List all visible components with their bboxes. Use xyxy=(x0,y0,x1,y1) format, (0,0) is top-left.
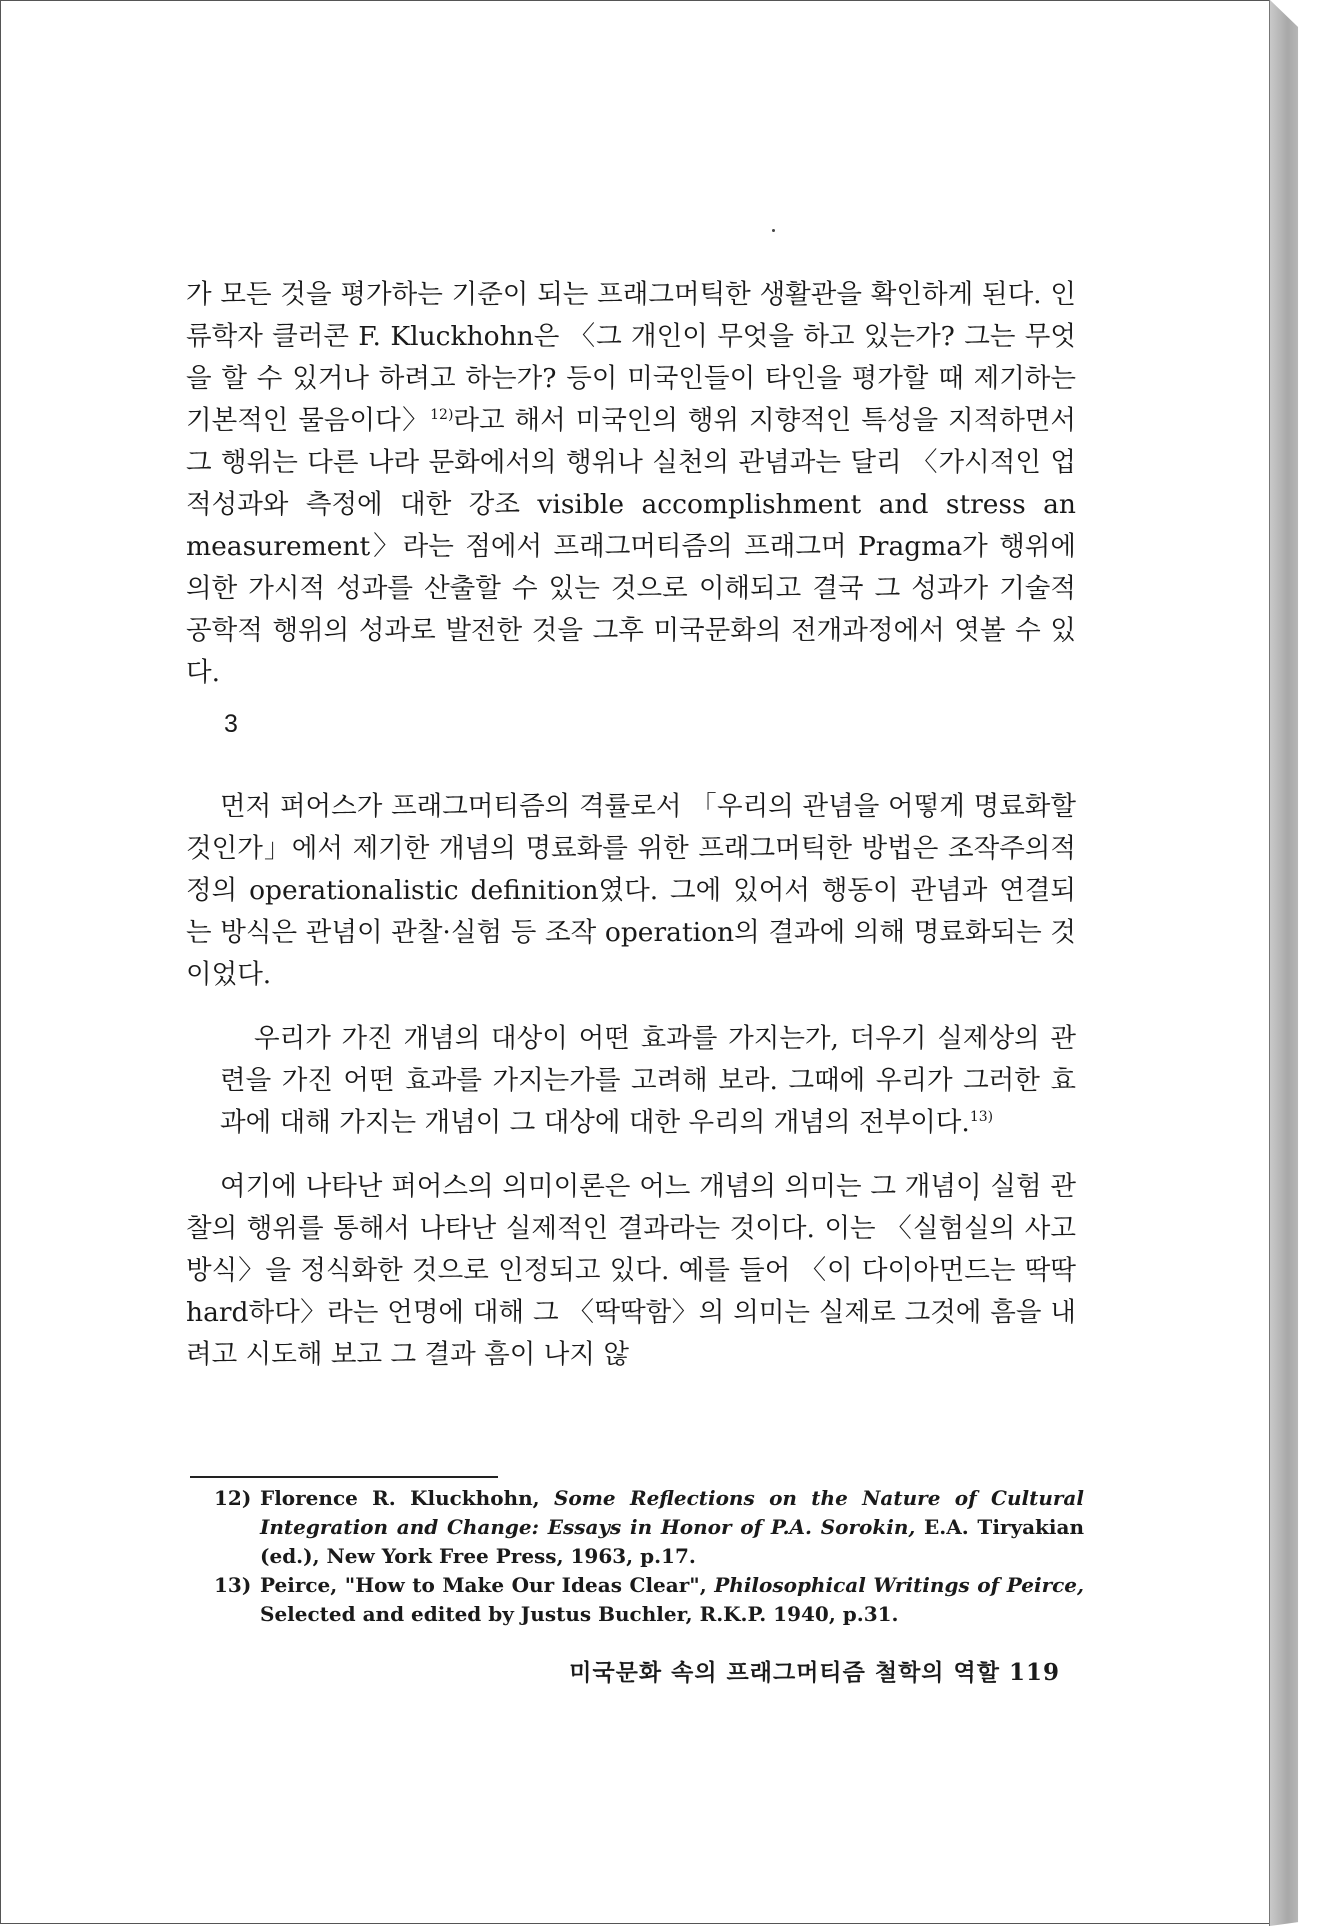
footnote-body xyxy=(260,1484,1084,1571)
footnote-title: Some Reflections on the Nature of Cultural Integration and Change: Essays in Honor of P.A. Sorokin, xyxy=(260,1486,1084,1539)
page-edge-line xyxy=(1269,0,1270,1926)
block-quote-text: 우리가 가진 개념의 대상이 어떤 효과를 가지는가, 더우기 실제상의 관련을 가진 어떤 효과를 가지는가를 고려해 보라. 그때에 우리가 그러한 효과에 대해 가지는 개념이 그 대상에 대한 우리의 개념의 전부이다. xyxy=(220,1023,1076,1138)
section-number: 3 xyxy=(224,710,238,738)
section-paragraph: 먼저 퍼어스가 프래그머티즘의 격률로서 「우리의 관념을 어떻게 명료화할 것인가」에서 제기한 개념의 명료화를 위한 프래그머틱한 방법은 조작주의적 정의 operationalistic definition였다. 그에 있어서 행동이 관념과 연결되는 방식은 관념이 관찰·실험 등 조작 operation의 결과에 의해 명료화되는 것이었다. xyxy=(186,791,1076,990)
footnote-title: Philosophical Writings of Peirce, xyxy=(714,1573,1084,1597)
footnote-body xyxy=(260,1571,1084,1629)
scan-speck xyxy=(772,229,775,232)
footnote-mark: 13) xyxy=(214,1573,252,1597)
final-paragraph: 여기에 나타난 퍼어스의 의미이론은 어느 개념의 의미는 그 개념이 실험 관찰의 행위를 통해서 나타난 실제적인 결과라는 것이다. 이는 〈실험실의 사고방식〉을 정식화한 것으로 인정되고 있다. 예를 들어 〈이 다이아먼드는 딱딱 hard하다〉라는 언명에 대해 그 〈딱딱함〉의 의미는 실제로 그것에 흠을 내려고 시도해 보고 그 결과 흠이 나지 않 xyxy=(186,1171,1076,1370)
paragraph-top-part-1: 가 모든 것을 평가하는 기준이 되는 프래그머틱한 생활관을 확인하게 된다. 인류학자 클러콘 F. Kluckhohn은 〈그 개인이 무엇을 하고 있는가? 그는 무엇을 할 수 있거나 하려고 하는가? 등이 미국인들이 타인을 평가할 때 제기하는 기본적인 물음이다〉 xyxy=(186,279,1076,436)
paragraph-top-part-2: 라고 해서 미국인의 행위 지향적인 특성을 지적하면서 그 행위는 다른 나라 문화에서의 행위나 실천의 관념과는 달리 〈가시적인 업적성과와 측정에 대한 강조 visible accomplishment and stress an measurement〉라는 점에서 프래그머티즘의 프래그머 Pragma가 행위에 의한 가시적 성과를 산출할 수 있는 것으로 이해되고 결국 그 성과가 기술적 공학적 행위의 성과로 발전한 것을 그후 미국문화의 전개과정에서 엿볼 수 있다. xyxy=(186,405,1076,688)
footnote-rest: E.A. Tiryakian (ed.), New York Free Press, 1963, p.17. xyxy=(260,1515,1084,1568)
footnote-rule xyxy=(190,1476,498,1478)
footnote-author: Florence R. Kluckhohn, xyxy=(260,1486,540,1510)
footnote-mark: 12) xyxy=(214,1486,252,1510)
footnote-ref-12: 12) xyxy=(430,407,454,424)
footnote-rest: Selected and edited by Justus Buchler, R.K.P. 1940, p.31. xyxy=(260,1602,899,1626)
footnotes xyxy=(214,1484,1084,1629)
running-footer: 미국문화 속의 프래그머티즘 철학의 역할 119 xyxy=(569,1659,1060,1686)
footnote-12 xyxy=(214,1484,1084,1571)
page-stack-edge xyxy=(1270,0,1321,1926)
block-quote xyxy=(220,1018,1076,1144)
footnote-ref-13: 13) xyxy=(969,1109,994,1126)
page-body xyxy=(186,274,1076,1376)
paragraph-top xyxy=(186,274,1076,694)
footnote-author: Peirce, "How to Make Our Ideas Clear", xyxy=(260,1573,707,1597)
footnote-13 xyxy=(214,1571,1084,1629)
